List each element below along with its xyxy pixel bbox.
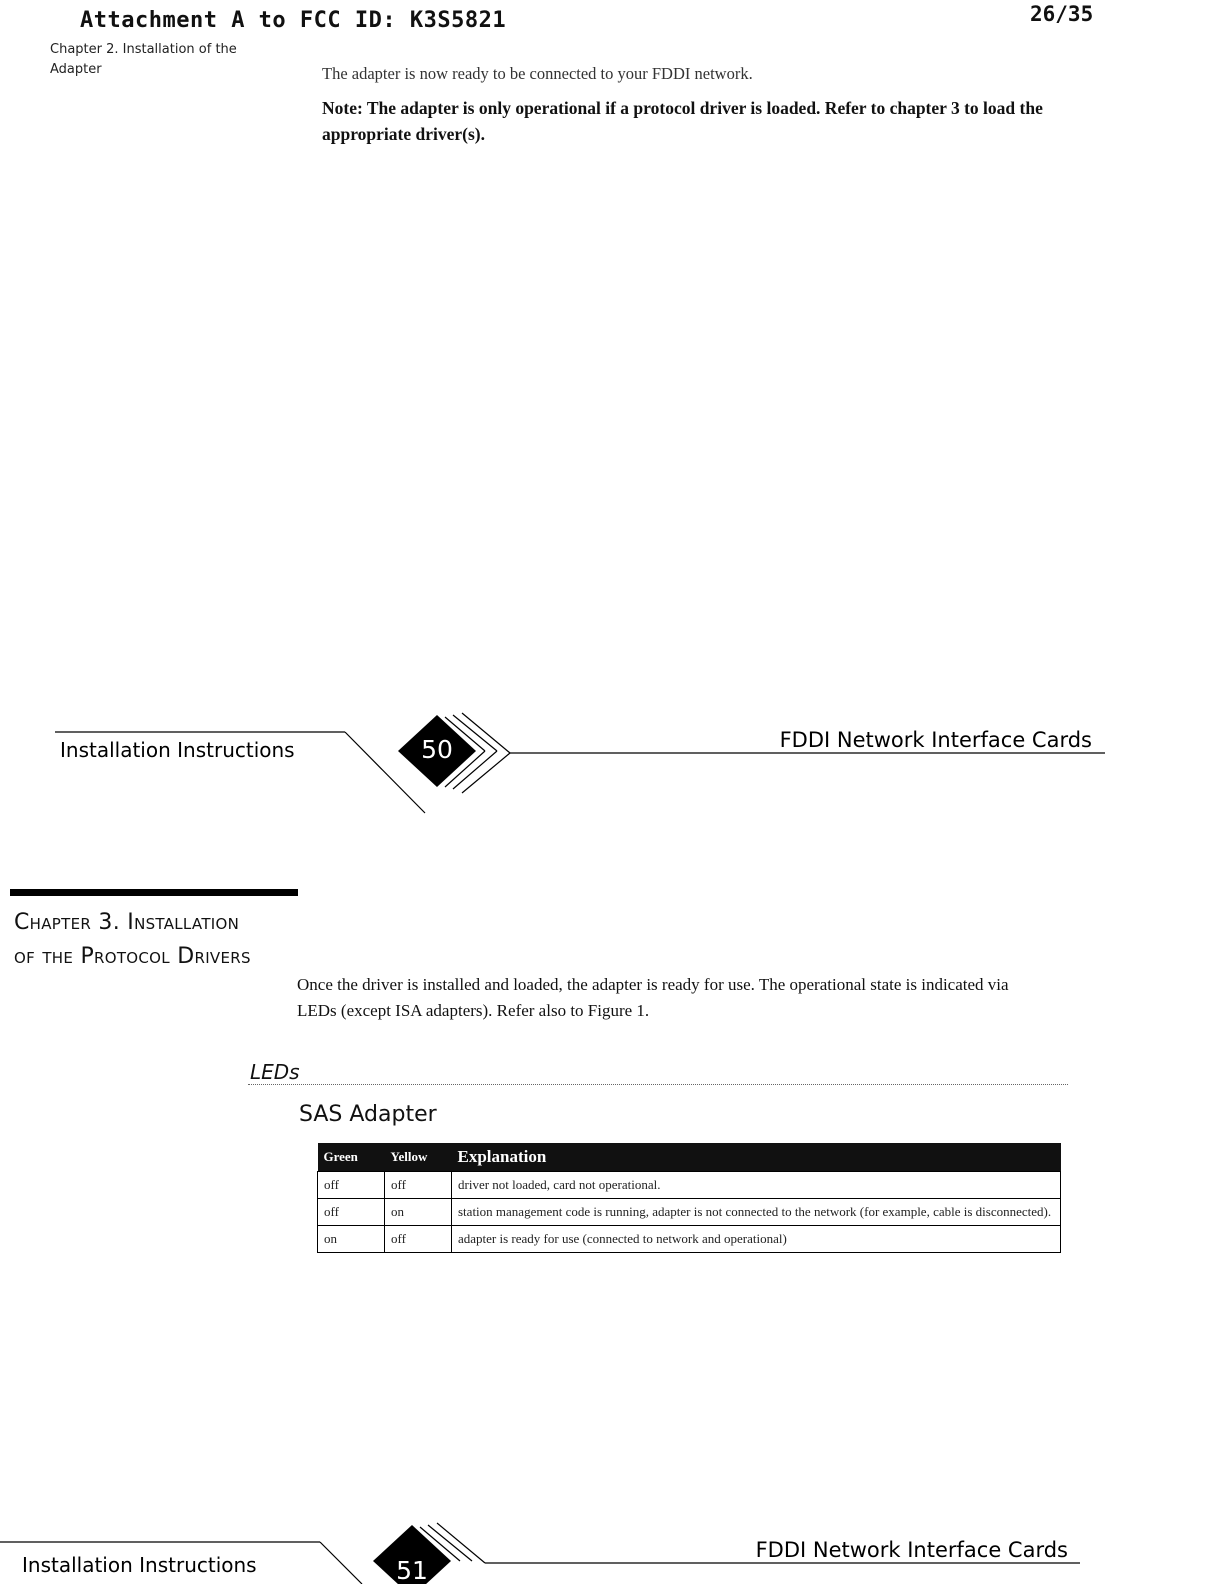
intro-text: Once the driver is installed and loaded, the adapter is ready for use. The operational state is indicated via LEDs (except ISA adapters). Refer also to Figure 1. — [297, 975, 1009, 1020]
led-table — [317, 1143, 1061, 1253]
page-51-footer — [0, 1515, 1224, 1584]
table-row — [318, 1199, 1061, 1226]
table-row — [318, 1172, 1061, 1199]
cell-green: on — [318, 1226, 385, 1253]
footer-diagonal — [320, 1542, 362, 1584]
footer-right-label: FDDI Network Interface Cards — [755, 1538, 1068, 1562]
cell-explanation: station management code is running, adapter is not connected to the network (for example, cable is disconnected). — [452, 1199, 1061, 1226]
page-50-footer — [0, 705, 1224, 820]
leds-rule — [248, 1084, 1068, 1085]
column-header-yellow: Yellow — [385, 1143, 452, 1172]
column-header-green: Green — [318, 1143, 385, 1172]
cell-explanation: adapter is ready for use (connected to network and operational) — [452, 1226, 1061, 1253]
cell-yellow: on — [385, 1199, 452, 1226]
page-number: 50 — [421, 735, 453, 764]
leds-heading: LEDs — [250, 1060, 300, 1084]
table-row — [318, 1226, 1061, 1253]
footer-left-label: Installation Instructions — [22, 1553, 257, 1577]
ready-text: The adapter is now ready to be connected to your FDDI network. — [322, 64, 753, 83]
footer-right-label: FDDI Network Interface Cards — [779, 728, 1092, 752]
cell-explanation: driver not loaded, card not operational. — [452, 1172, 1061, 1199]
column-header-explanation: Explanation — [452, 1143, 1061, 1172]
cell-yellow: off — [385, 1172, 452, 1199]
table-header-row — [318, 1143, 1061, 1172]
page-number: 51 — [396, 1556, 428, 1584]
running-head: Chapter 2. Installation of the Adapter — [50, 42, 237, 77]
sas-heading: SAS Adapter — [299, 1102, 437, 1127]
note-text: Note: The adapter is only operational if a protocol driver is loaded. Refer to chapter 3 to load the appropriate driver(s). — [322, 98, 1043, 144]
cell-green: off — [318, 1199, 385, 1226]
cell-green: off — [318, 1172, 385, 1199]
chapter-title — [14, 906, 251, 974]
cell-yellow: off — [385, 1226, 452, 1253]
chapter-bar — [10, 889, 298, 896]
footer-left-label: Installation Instructions — [60, 738, 295, 762]
fax-header-id: Attachment A to FCC ID: K3S5821 — [80, 8, 507, 33]
chapter-title-line2: of the Protocol Drivers — [14, 944, 251, 969]
chapter-title-line1: Chapter 3. Installation — [14, 910, 240, 935]
fax-page-count: 26/35 — [1030, 2, 1094, 26]
